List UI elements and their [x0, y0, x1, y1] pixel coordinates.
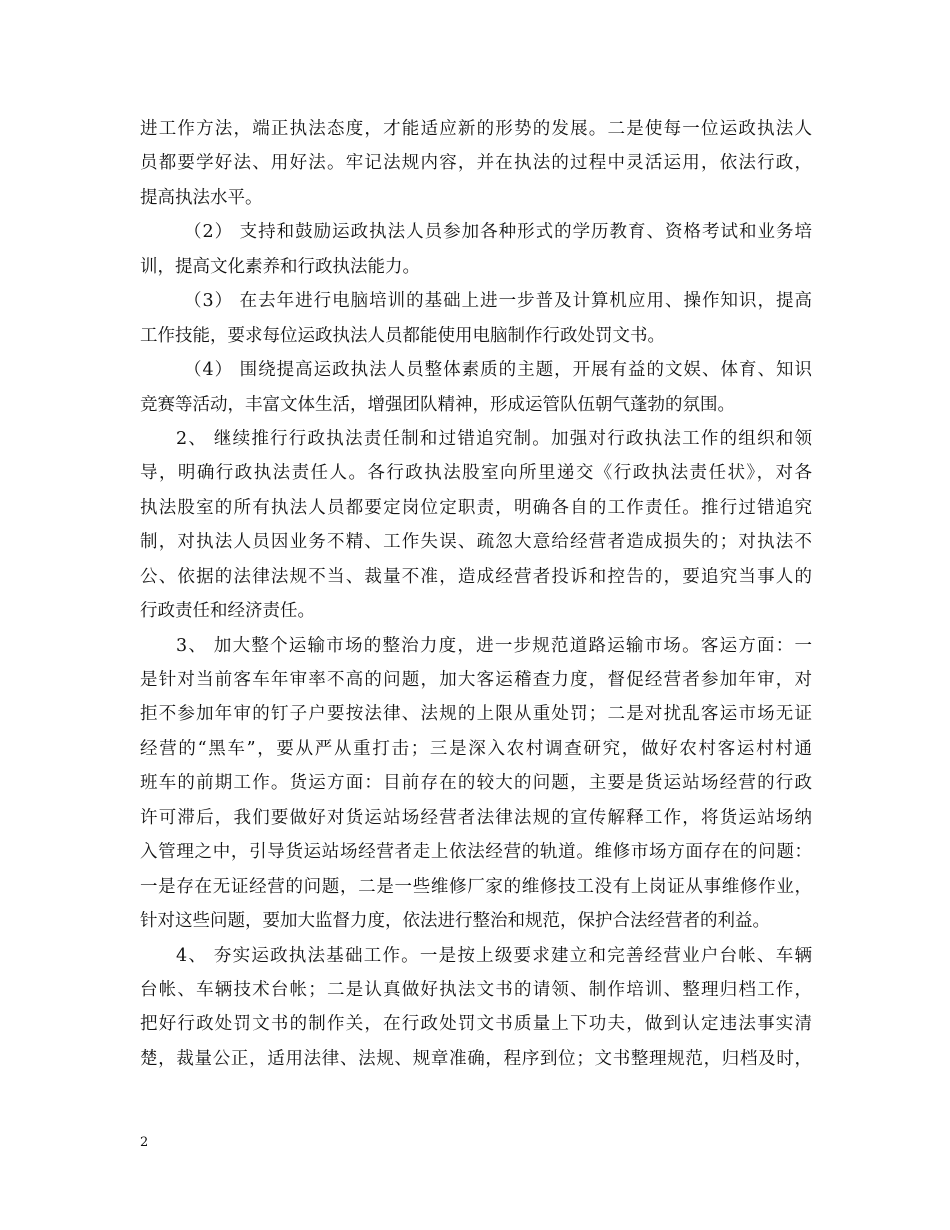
- text-line: 入管理之中，引导货运站场经营者走上依法经营的轨道。维修市场方面存在的问题：: [140, 842, 812, 863]
- text-line: 台帐、车辆技术台帐；二是认真做好执法文书的请领、制作培训、整理归档工作，: [140, 979, 812, 1000]
- body-text: [140, 112, 812, 1076]
- text-line: （3） 在去年进行电脑培训的基础上进一步普及计算机应用、操作知识，提高: [184, 291, 812, 312]
- text-line: 拒不参加年审的钉子户要按法律、法规的上限从重处罚；二是对扰乱客运市场无证: [140, 704, 812, 725]
- text-line: 针对这些问题，要加大监督力度，依法进行整治和规范，保护合法经营者的利益。: [140, 911, 770, 932]
- text-line: 4、 夯实运政执法基础工作。一是按上级要求建立和完善经营业户台帐、车辆: [176, 945, 812, 966]
- text-line: 2、 继续推行行政执法责任制和过错追究制。加强对行政执法工作的组织和领: [176, 428, 812, 449]
- text-line: 行政责任和经济责任。: [140, 601, 315, 622]
- text-line: 班车的前期工作。货运方面：目前存在的较大的问题，主要是货运站场经营的行政: [140, 773, 812, 794]
- page-number: 2: [140, 1135, 149, 1150]
- text-line: 把好行政处罚文书的制作关，在行政处罚文书质量上下功夫，做到认定违法事实清: [140, 1014, 812, 1035]
- text-line: 一是存在无证经营的问题，二是一些维修厂家的维修技工没有上岗证从事维修作业，: [140, 876, 812, 897]
- text-line: 员都要学好法、用好法。牢记法规内容，并在执法的过程中灵活运用，依法行政，: [140, 153, 812, 174]
- text-line: 经营的“黑车”，要从严从重打击；三是深入农村调查研究，做好农村客运村村通: [140, 738, 812, 759]
- text-line: 提高执法水平。: [140, 187, 263, 208]
- text-line: 是针对当前客车年审率不高的问题，加大客运稽查力度，督促经营者参加年审，对: [140, 670, 812, 690]
- text-line: （2） 支持和鼓励运政执法人员参加各种形式的学历教育、资格考试和业务培: [184, 222, 812, 243]
- text-line: （4） 围绕提高运政执法人员整体素质的主题，开展有益的文娱、体育、知识: [184, 360, 812, 381]
- text-line: 执法股室的所有执法人员都要定岗位定职责，明确各自的工作责任。推行过错追究: [140, 497, 812, 518]
- text-line: 进工作方法，端正执法态度，才能适应新的形势的发展。二是使每一位运政执法人: [140, 119, 812, 139]
- text-line: 3、 加大整个运输市场的整治力度，进一步规范道路运输市场。客运方面：一: [176, 635, 812, 656]
- text-line: 楚，裁量公正，适用法律、法规、规章准确，程序到位；文书整理规范，归档及时，: [140, 1048, 812, 1069]
- text-line: 制，对执法人员因业务不精、工作失误、疏忽大意给经营者造成损失的；对执法不: [140, 532, 812, 553]
- text-line: 公、依据的法律法规不当、裁量不准，造成经营者投诉和控告的，要追究当事人的: [140, 566, 812, 587]
- text-line: 工作技能，要求每位运政执法人员都能使用电脑制作行政处罚文书。: [140, 325, 665, 346]
- text-line: 许可滞后，我们要做好对货运站场经营者法律法规的宣传解释工作，将货运站场纳: [140, 807, 812, 828]
- text-line: 导，明确行政执法责任人。各行政执法股室向所里递交《行政执法责任状》，对各: [140, 463, 812, 484]
- text-line: 竞赛等活动，丰富文体生活，增强团队精神，形成运管队伍朝气蓬勃的氛围。: [140, 394, 735, 415]
- text-line: 训，提高文化素养和行政执法能力。: [140, 256, 420, 277]
